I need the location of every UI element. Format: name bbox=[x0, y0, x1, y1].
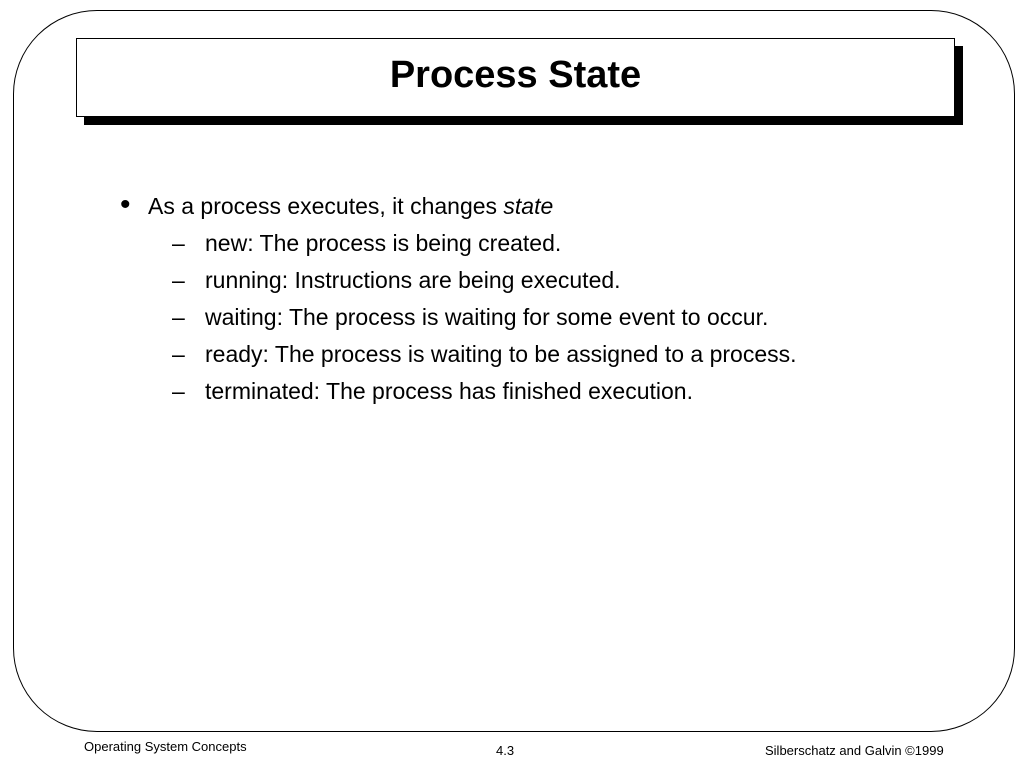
state-item-text: ready: The process is waiting to be assigned to a process. bbox=[205, 341, 797, 367]
bullet-text-main: As a process executes, it changes bbox=[148, 193, 504, 219]
dash-marker: – bbox=[172, 341, 185, 367]
state-item-text: running: Instructions are being executed. bbox=[205, 267, 621, 293]
slide-title: Process State bbox=[389, 54, 642, 96]
state-item-running bbox=[172, 267, 797, 304]
state-item-new bbox=[172, 230, 797, 267]
dash-marker: – bbox=[172, 304, 185, 330]
bullet-marker: • bbox=[120, 188, 131, 221]
footer-page-number: 4.3 bbox=[496, 743, 515, 758]
dash-marker: – bbox=[172, 378, 185, 404]
state-item-text: waiting: The process is waiting for some event to occur. bbox=[205, 304, 769, 330]
footer-book-title: Operating System Concepts bbox=[84, 739, 247, 754]
bullet-text-emphasis: state bbox=[503, 193, 554, 219]
dash-marker: – bbox=[172, 230, 185, 256]
bullet-text bbox=[148, 193, 553, 220]
dash-marker: – bbox=[172, 267, 185, 293]
state-item-ready bbox=[172, 341, 797, 378]
state-item-waiting bbox=[172, 304, 797, 341]
state-item-terminated bbox=[172, 378, 797, 415]
title-box bbox=[76, 38, 955, 117]
main-bullet bbox=[120, 188, 554, 221]
footer-copyright: Silberschatz and Galvin ©1999 bbox=[765, 743, 944, 758]
state-list bbox=[172, 230, 797, 415]
state-item-text: new: The process is being created. bbox=[205, 230, 562, 256]
state-item-text: terminated: The process has finished execution. bbox=[205, 378, 693, 404]
